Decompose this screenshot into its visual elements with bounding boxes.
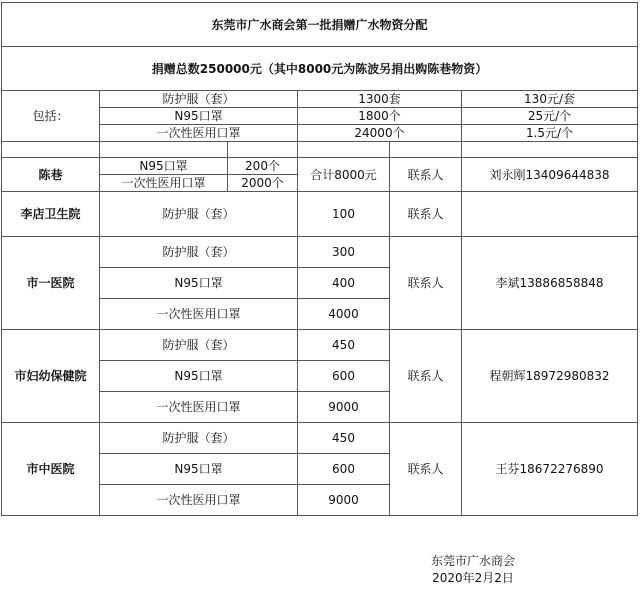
item-qty: 600: [298, 454, 390, 485]
empty-cell: [100, 142, 228, 158]
contact-label: 联系人: [390, 158, 462, 192]
summary-qty: 1300套: [298, 91, 462, 108]
item-name: 一次性医用口罩: [100, 485, 298, 516]
contact-info: [462, 192, 638, 237]
recipient-name: 市中医院: [2, 423, 100, 516]
empty-cell: [228, 142, 298, 158]
recipient-name: 李店卫生院: [2, 192, 100, 237]
donation-total: 捐赠总数250000元（其中8000元为陈波另捐出购陈巷物资）: [2, 47, 638, 91]
summary-item: 一次性医用口罩: [100, 125, 298, 142]
contact-label: 联系人: [390, 330, 462, 423]
item-name: 防护服（套）: [100, 330, 298, 361]
summary-row: [2, 91, 638, 108]
empty-cell: [2, 142, 100, 158]
contact-label: 联系人: [390, 237, 462, 330]
item-qty: 450: [298, 330, 390, 361]
item-qty: 9000: [298, 392, 390, 423]
contact-info: 王芬18672276890: [462, 423, 638, 516]
item-name: 防护服（套）: [100, 237, 298, 268]
item-qty: 100: [298, 192, 390, 237]
summary-item: N95口罩: [100, 108, 298, 125]
recipient-row: [2, 192, 638, 237]
item-name: N95口罩: [100, 361, 298, 392]
item-qty: 600: [298, 361, 390, 392]
contact-info: 程朝辉18972980832: [462, 330, 638, 423]
item-name: 一次性医用口罩: [100, 299, 298, 330]
recipient-row: [2, 158, 638, 175]
item-name: 防护服（套）: [100, 192, 298, 237]
summary-price: 25元/个: [462, 108, 638, 125]
item-qty: 300: [298, 237, 390, 268]
summary-label: 包括：: [2, 91, 100, 142]
item-qty: 400: [298, 268, 390, 299]
item-name: N95口罩: [100, 158, 228, 175]
contact-info: 刘永刚13409644838: [462, 158, 638, 192]
recipient-row: [2, 423, 638, 454]
summary-qty: 24000个: [298, 125, 462, 142]
recipient-name: 市妇幼保健院: [2, 330, 100, 423]
subtitle-row: [2, 47, 638, 91]
footer-signature: [383, 553, 563, 587]
empty-cell: [390, 142, 462, 158]
item-qty: 200个: [228, 158, 298, 175]
empty-cell: [298, 142, 390, 158]
footer-date: 2020年2月2日: [432, 571, 514, 585]
summary-item: 防护服（套）: [100, 91, 298, 108]
contact-label: 联系人: [390, 423, 462, 516]
spacer-row: [2, 142, 638, 158]
summary-price: 130元/套: [462, 91, 638, 108]
contact-info: 李斌13886858848: [462, 237, 638, 330]
item-name: 防护服（套）: [100, 423, 298, 454]
item-name: 一次性医用口罩: [100, 175, 228, 192]
item-qty: 2000个: [228, 175, 298, 192]
contact-label: 联系人: [390, 192, 462, 237]
title-row: [2, 3, 638, 47]
empty-cell: [462, 142, 638, 158]
summary-price: 1.5元/个: [462, 125, 638, 142]
item-qty: 450: [298, 423, 390, 454]
page-title: 东莞市广水商会第一批捐赠广水物资分配: [2, 3, 638, 47]
item-name: N95口罩: [100, 454, 298, 485]
recipient-name: 市一医院: [2, 237, 100, 330]
item-name: N95口罩: [100, 268, 298, 299]
item-name: 一次性医用口罩: [100, 392, 298, 423]
item-qty: 4000: [298, 299, 390, 330]
footer-org: 东莞市广水商会: [430, 554, 515, 568]
summary-qty: 1800个: [298, 108, 462, 125]
recipient-row: [2, 330, 638, 361]
total-amount: 合计8000元: [298, 158, 390, 192]
recipient-row: [2, 237, 638, 268]
recipient-name: 陈巷: [2, 158, 100, 192]
item-qty: 9000: [298, 485, 390, 516]
allocation-table: [1, 2, 638, 516]
